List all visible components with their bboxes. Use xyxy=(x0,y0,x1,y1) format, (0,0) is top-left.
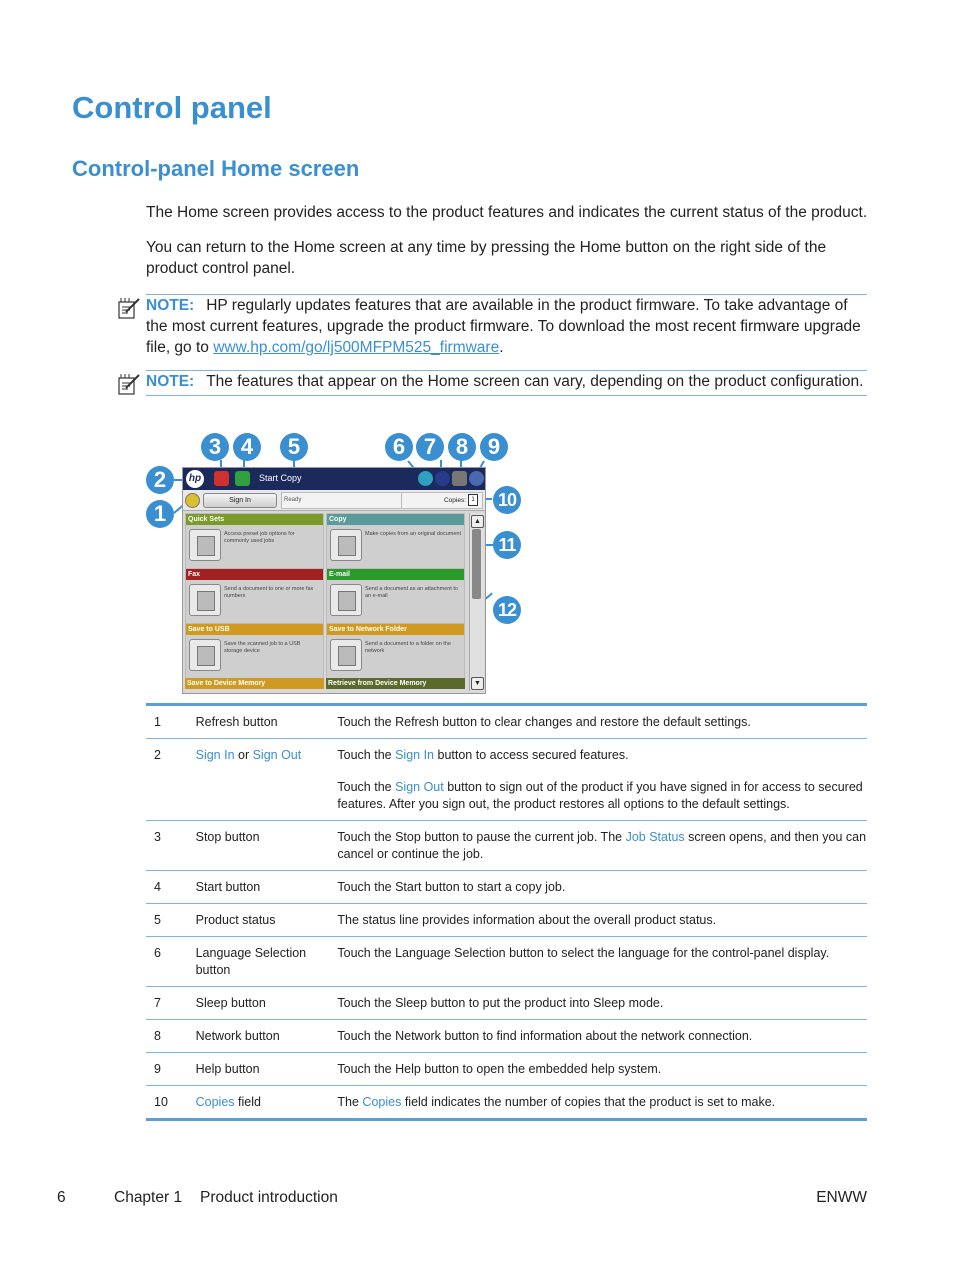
callout-1: 1 xyxy=(146,500,174,528)
row-number: 2 xyxy=(146,739,196,821)
scroll-down-icon[interactable]: ▼ xyxy=(471,677,484,690)
row-desc: Touch the Help button to open the embedded help system. xyxy=(337,1053,867,1086)
tile-desc: Save the scanned job to a USB storage device xyxy=(224,641,301,654)
desc-part: screen opens, and then you can cancel or continue the job. xyxy=(337,830,867,861)
table-row xyxy=(146,1053,867,1086)
tile-desc: Make copies from an original document xyxy=(365,531,461,537)
desc-part: button to sign out of the product if you have signed in for access to secured features. After you sign out, the product restores all options to the default settings. xyxy=(337,780,863,811)
note-label: NOTE: xyxy=(146,297,195,314)
row-number: 1 xyxy=(146,705,196,739)
row-item: Start button xyxy=(196,871,338,904)
note-icon xyxy=(118,373,142,395)
job-status-term: Job Status xyxy=(625,830,685,844)
row-desc: Touch the Language Selection button to select the language for the control-panel display. xyxy=(337,937,867,987)
row-item: Stop button xyxy=(196,821,338,871)
tile-title: Copy xyxy=(327,514,464,525)
help-icon[interactable] xyxy=(469,471,484,486)
row-item: Network button xyxy=(196,1020,338,1053)
usb-icon xyxy=(189,639,221,671)
tile-title: E-mail xyxy=(327,569,464,580)
row-item xyxy=(196,1086,338,1120)
desc-part: field indicates the number of copies that the product is set to make. xyxy=(401,1095,776,1109)
copy-icon xyxy=(330,529,362,561)
row-number: 6 xyxy=(146,937,196,987)
tile-save-to-device-memory[interactable]: Save to Device Memory xyxy=(185,678,324,689)
tile-copy[interactable] xyxy=(326,513,465,569)
desc-paragraph xyxy=(337,779,867,813)
desc-part: Touch the xyxy=(337,748,396,762)
callout-12: 12 xyxy=(493,596,521,624)
table-row xyxy=(146,937,867,987)
tile-desc: Access preset job options for commonly used jobs xyxy=(224,531,295,544)
sign-in-term: Sign In xyxy=(395,748,435,762)
scroll-up-icon[interactable]: ▲ xyxy=(471,515,484,528)
note-features xyxy=(146,370,867,396)
tile-retrieve-from-device-memory[interactable]: Retrieve from Device Memory xyxy=(326,678,465,689)
home-return-paragraph: You can return to the Home screen at any time by pressing the Home button on the right side of the product control panel. xyxy=(146,239,827,277)
row-number: 4 xyxy=(146,871,196,904)
email-icon xyxy=(330,584,362,616)
row-desc: Touch the Refresh button to clear changes and restore the default settings. xyxy=(337,705,867,739)
footer-enww: ENWW xyxy=(816,1189,867,1206)
footer-chapter-title: Product introduction xyxy=(200,1189,338,1206)
sleep-icon[interactable] xyxy=(435,471,450,486)
table-row xyxy=(146,1086,867,1120)
note-text: The features that appear on the Home screen can vary, depending on the product configuration. xyxy=(206,373,864,390)
row-item: Product status xyxy=(196,904,338,937)
row-desc: The status line provides information about the overall product status. xyxy=(337,904,867,937)
row-item xyxy=(196,739,338,821)
callout-10: 10 xyxy=(493,486,521,514)
top-bar xyxy=(183,468,485,490)
firmware-link[interactable]: www.hp.com/go/lj500MFPM525_firmware xyxy=(213,339,500,356)
sign-in-term: Sign In xyxy=(195,748,235,762)
table-row xyxy=(146,987,867,1020)
quick-sets-icon xyxy=(189,529,221,561)
tile-email[interactable] xyxy=(326,568,465,624)
row-desc: Touch the Sleep button to put the product into Sleep mode. xyxy=(337,987,867,1020)
note-label: NOTE: xyxy=(146,373,195,390)
tile-title: Save to USB xyxy=(186,624,323,635)
row-desc xyxy=(337,821,867,871)
table-row xyxy=(146,821,867,871)
table-row xyxy=(146,1020,867,1053)
row-desc xyxy=(337,739,867,821)
tile-desc: Send a document to a folder on the network xyxy=(365,641,451,654)
copies-value[interactable]: 1 xyxy=(468,494,478,506)
desc-part: Touch the xyxy=(337,780,396,794)
footer-chapter: Chapter 1 xyxy=(114,1189,183,1206)
note-icon xyxy=(118,297,142,319)
product-status: Ready xyxy=(281,492,403,509)
callout-9: 9 xyxy=(480,433,508,461)
tile-fax[interactable] xyxy=(185,568,324,624)
table-row xyxy=(146,739,867,821)
row-number: 3 xyxy=(146,821,196,871)
scroll-thumb[interactable] xyxy=(472,529,481,599)
table-row xyxy=(146,705,867,739)
row-item: Language Selection button xyxy=(196,937,338,987)
callout-table xyxy=(146,703,867,1121)
callout-5: 5 xyxy=(280,433,308,461)
page-number: 6 xyxy=(57,1189,66,1206)
section-title: Control-panel Home screen xyxy=(72,156,360,181)
row-item: Sleep button xyxy=(196,987,338,1020)
callout-3: 3 xyxy=(201,433,229,461)
scrollbar[interactable] xyxy=(469,513,484,691)
hp-logo: hp xyxy=(186,470,204,488)
sign-in-button[interactable]: Sign In xyxy=(203,493,277,508)
row-number: 8 xyxy=(146,1020,196,1053)
page-title: Control panel xyxy=(72,90,272,125)
note-text: HP regularly updates features that are available in the product firmware. To take advantage of the most current features, upgrade the product firmware. To download the most recent firmware upgrade file, go to xyxy=(146,297,861,356)
fax-icon xyxy=(189,584,221,616)
stop-icon[interactable] xyxy=(214,471,229,486)
row-desc xyxy=(337,1086,867,1120)
copies-label: Copies: xyxy=(443,497,466,504)
row-number: 7 xyxy=(146,987,196,1020)
callout-4: 4 xyxy=(233,433,261,461)
row-desc: Touch the Network button to find information about the network connection. xyxy=(337,1020,867,1053)
intro-paragraph: The Home screen provides access to the product features and indicates the current status of the product. xyxy=(146,204,868,221)
tile-desc: Send a document as an attachment to an e-mail xyxy=(365,586,458,599)
start-icon[interactable] xyxy=(235,471,250,486)
callout-11: 11 xyxy=(493,531,521,559)
callout-8: 8 xyxy=(448,433,476,461)
desc-part: The xyxy=(337,1095,363,1109)
language-icon[interactable] xyxy=(418,471,433,486)
row-desc: Touch the Start button to start a copy job. xyxy=(337,871,867,904)
callout-2: 2 xyxy=(146,466,174,494)
row-item: Help button xyxy=(196,1053,338,1086)
copies-term: Copies xyxy=(195,1095,235,1109)
note-text-end: . xyxy=(499,339,504,356)
tile-save-to-network-folder[interactable] xyxy=(326,623,465,679)
sign-out-term: Sign Out xyxy=(395,780,444,794)
tile-title: Fax xyxy=(186,569,323,580)
table-row xyxy=(146,904,867,937)
callout-6: 6 xyxy=(385,433,413,461)
callout-7: 7 xyxy=(416,433,444,461)
tile-quick-sets[interactable] xyxy=(185,513,324,569)
tile-desc: Send a document to one or more fax numbers xyxy=(224,586,314,599)
or-text: or xyxy=(234,748,253,762)
tile-save-to-usb[interactable] xyxy=(185,623,324,679)
control-panel-screen xyxy=(182,467,486,694)
network-icon[interactable] xyxy=(452,471,467,486)
row-number: 9 xyxy=(146,1053,196,1086)
desc-part: Touch the Stop button to pause the current job. The xyxy=(337,830,626,844)
tile-title: Save to Network Folder xyxy=(327,624,464,635)
copies-term: Copies xyxy=(362,1095,402,1109)
row-number: 5 xyxy=(146,904,196,937)
row-item: Refresh button xyxy=(196,705,338,739)
desc-part: button to access secured features. xyxy=(434,748,629,762)
folder-icon xyxy=(330,639,362,671)
sign-out-term: Sign Out xyxy=(252,748,302,762)
start-copy-label: Start Copy xyxy=(259,473,302,483)
copies-field[interactable] xyxy=(401,492,483,509)
table-row xyxy=(146,871,867,904)
refresh-icon[interactable] xyxy=(185,493,200,508)
item-part: field xyxy=(234,1095,261,1109)
note-firmware xyxy=(146,294,867,358)
status-row xyxy=(183,490,485,511)
tile-title: Quick Sets xyxy=(186,514,323,525)
row-number: 10 xyxy=(146,1086,196,1120)
